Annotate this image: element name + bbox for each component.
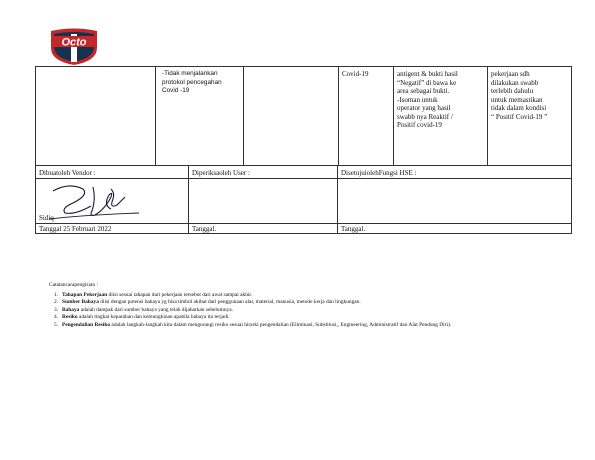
list-item: 1. Tahapan Pekerjaan diisi sesuai tahapan dari pekerjaan tersebut dari awal sampai akhir.	[53, 291, 253, 298]
vendor-signature	[43, 179, 143, 223]
list-item: 5. Pengendalian Resiko adalah langkah-langkah kita dalam mengurangi resiko sesuai hirarki pengendalian (Eliminasi, Substitusi,, Engineering, Administratif dan Alat Pendung Diri).	[53, 321, 452, 328]
hse-date: Tanggal.	[341, 225, 366, 233]
list-item: 4. Resiko adalah tingkat keparahan dan kemungkinan apabila bahaya itu terjadi.	[53, 314, 230, 321]
notes-list	[49, 292, 569, 330]
vendor-label: Dibuatoleh Vendor :	[39, 169, 96, 177]
vendor-date: Tanggal 25 Februari 2022	[39, 225, 112, 233]
list-item: 2. Sumber Bahaya diisi dengan potensi bahaya yg bisa timbul akibat dari penggunaan alat, material, manusia, metode kerja dan lingkungan.	[53, 299, 361, 306]
action-cell: antigent & bukti hasil “Negatif” di bawa ke area sebagai bukti. -Isoman untuk operator yang hasil swabb nya Reaktif / Positif covid-19	[397, 70, 458, 129]
user-label: Diperiksaoleh User :	[192, 169, 250, 177]
hse-label: DisetujuiolehFungsi HSE :	[341, 169, 417, 177]
notes-title: Catatancarapengisian :	[49, 282, 98, 288]
jsa-form-table	[35, 66, 572, 234]
user-date: Tanggal.	[192, 225, 217, 233]
note-cell: pekerjaan sdh dilakukan swabb terlebih dahulu untuk memastikan tidak dalam kondisi “ Positif Covid-19 ”	[491, 70, 548, 121]
logo-text: Octo	[61, 36, 87, 49]
hazard-cell: Covid-19	[342, 70, 369, 78]
filling-notes	[49, 282, 569, 330]
signer-name: Sidiq	[39, 214, 54, 222]
company-logo	[49, 28, 99, 66]
control-cell: -Tidak menjalankan protokol pencegahan Covid -19	[162, 70, 222, 95]
list-item: 3. Bahaya adalah dampak dari sumber bahaya yang telah dijabarkan sebelumnya.	[53, 306, 233, 313]
